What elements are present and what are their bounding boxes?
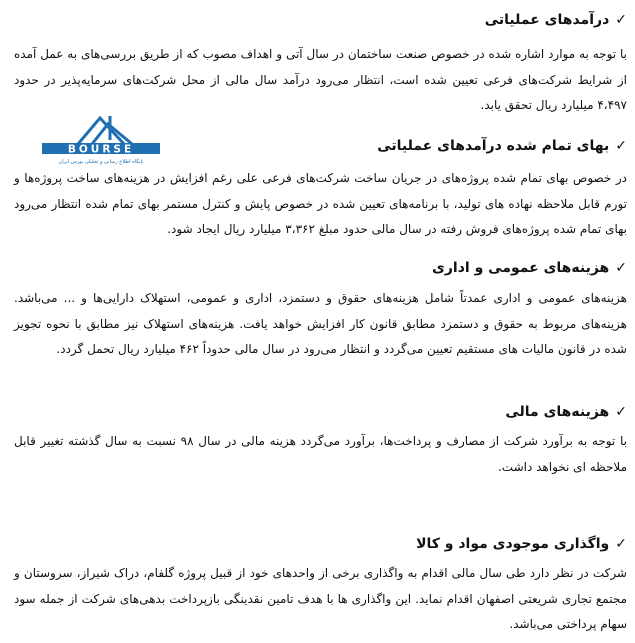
logo-tagline: پایگاه اطلاع رسانی و تحلیلی بورس ایران xyxy=(58,159,144,165)
section-heading-financial-expenses xyxy=(505,402,627,422)
checkmark-icon: ✓ xyxy=(615,404,627,420)
heading-text: هزینه‌های عمومی و اداری xyxy=(432,260,610,276)
heading-text: واگذاری موجودی مواد و کالا xyxy=(416,536,610,552)
section-paragraph-financial-expenses: با توجه به برآورد شرکت از مصارف و پرداخت‌ها، برآورد می‌گردد هزینه مالی در سال ۹۸ نسبت به سال گذشته تغییر قابل ملاحظه ای نخواهد داشت. xyxy=(14,434,627,474)
bourse-logo-icon xyxy=(38,110,164,166)
section-heading-operating-revenue xyxy=(485,10,627,30)
checkmark-icon: ✓ xyxy=(615,12,627,28)
section-paragraph-cost-of-revenue: در خصوص بهای تمام شده پروژه‌های در جریان ساخت شرکت‌های فرعی علی رغم افزایش در هزینه‌های ساخت پروژه‌ها و تورم قابل ملاحظه نهاده های تولید، با برنامه‌های تعیین شده در خصوص پایش و کنترل مستمر بهای تمام شده انتظار می‌رود بهای تمام شده پروژه‌های فروش رفته در سال مالی حدود مبلغ ۳،۳۶۲ میلیارد ریال ایجاد شود. xyxy=(14,171,627,236)
checkmark-icon: ✓ xyxy=(615,260,627,276)
section-heading-cost-of-revenue xyxy=(377,136,627,156)
checkmark-icon: ✓ xyxy=(615,536,627,552)
checkmark-icon: ✓ xyxy=(615,138,627,154)
heading-text: بهای تمام شده درآمدهای عملیاتی xyxy=(377,138,610,154)
section-paragraph-operating-revenue: با توجه به موارد اشاره شده در خصوص صنعت ساختمان در سال آتی و اهداف مصوب که از طریق بررسی‌های به عمل آمده از شرایط شرکت‌های فرعی تعیین شده است، انتظار می‌رود درآمد سال مالی از محل شرکت‌های سرمایه‌پذیر در حدود ۴،۴۹۷ میلیارد ریال تحقق یابد. xyxy=(14,47,627,112)
logo-wordmark: BOURSE xyxy=(67,143,135,156)
section-paragraph-general-admin-expenses: هزینه‌های عمومی و اداری عمدتاً شامل هزینه‌های حقوق و دستمزد، اداری و عمومی، استهلاک دارایی‌ها و ... می‌باشد. هزینه‌های مربوط به حقوق و دستمزد مطابق قانون کار افزایش خواهد یافت. هزینه‌های استهلاک نیز مطابق با نحوه تجویز شده در قانون مالیات های مستقیم تعیین می‌گردد و انتظار می‌رود در سال مالی حدوداً ۴۶۲ میلیارد ریال تحمل گردد. xyxy=(14,291,627,356)
heading-text: درآمدهای عملیاتی xyxy=(484,12,610,28)
section-heading-general-admin-expenses xyxy=(432,258,627,278)
section-paragraph-inventory-disposal: شرکت در نظر دارد طی سال مالی اقدام به واگذاری برخی از واحدهای خود از قبیل پروژه گلفام، دراک شیراز، سروستان و مجتمع تجاری شریعتی اصفهان اقدام نماید. این واگذاری ها با هدف تامین نقدینگی بازپرداخت بدهی‌های شرکت از جمله سود سهام پرداختی می‌باشد. xyxy=(14,566,627,631)
bourse-logo xyxy=(38,110,164,166)
section-heading-inventory-disposal xyxy=(416,534,627,554)
heading-text: هزینه‌های مالی xyxy=(505,404,610,420)
